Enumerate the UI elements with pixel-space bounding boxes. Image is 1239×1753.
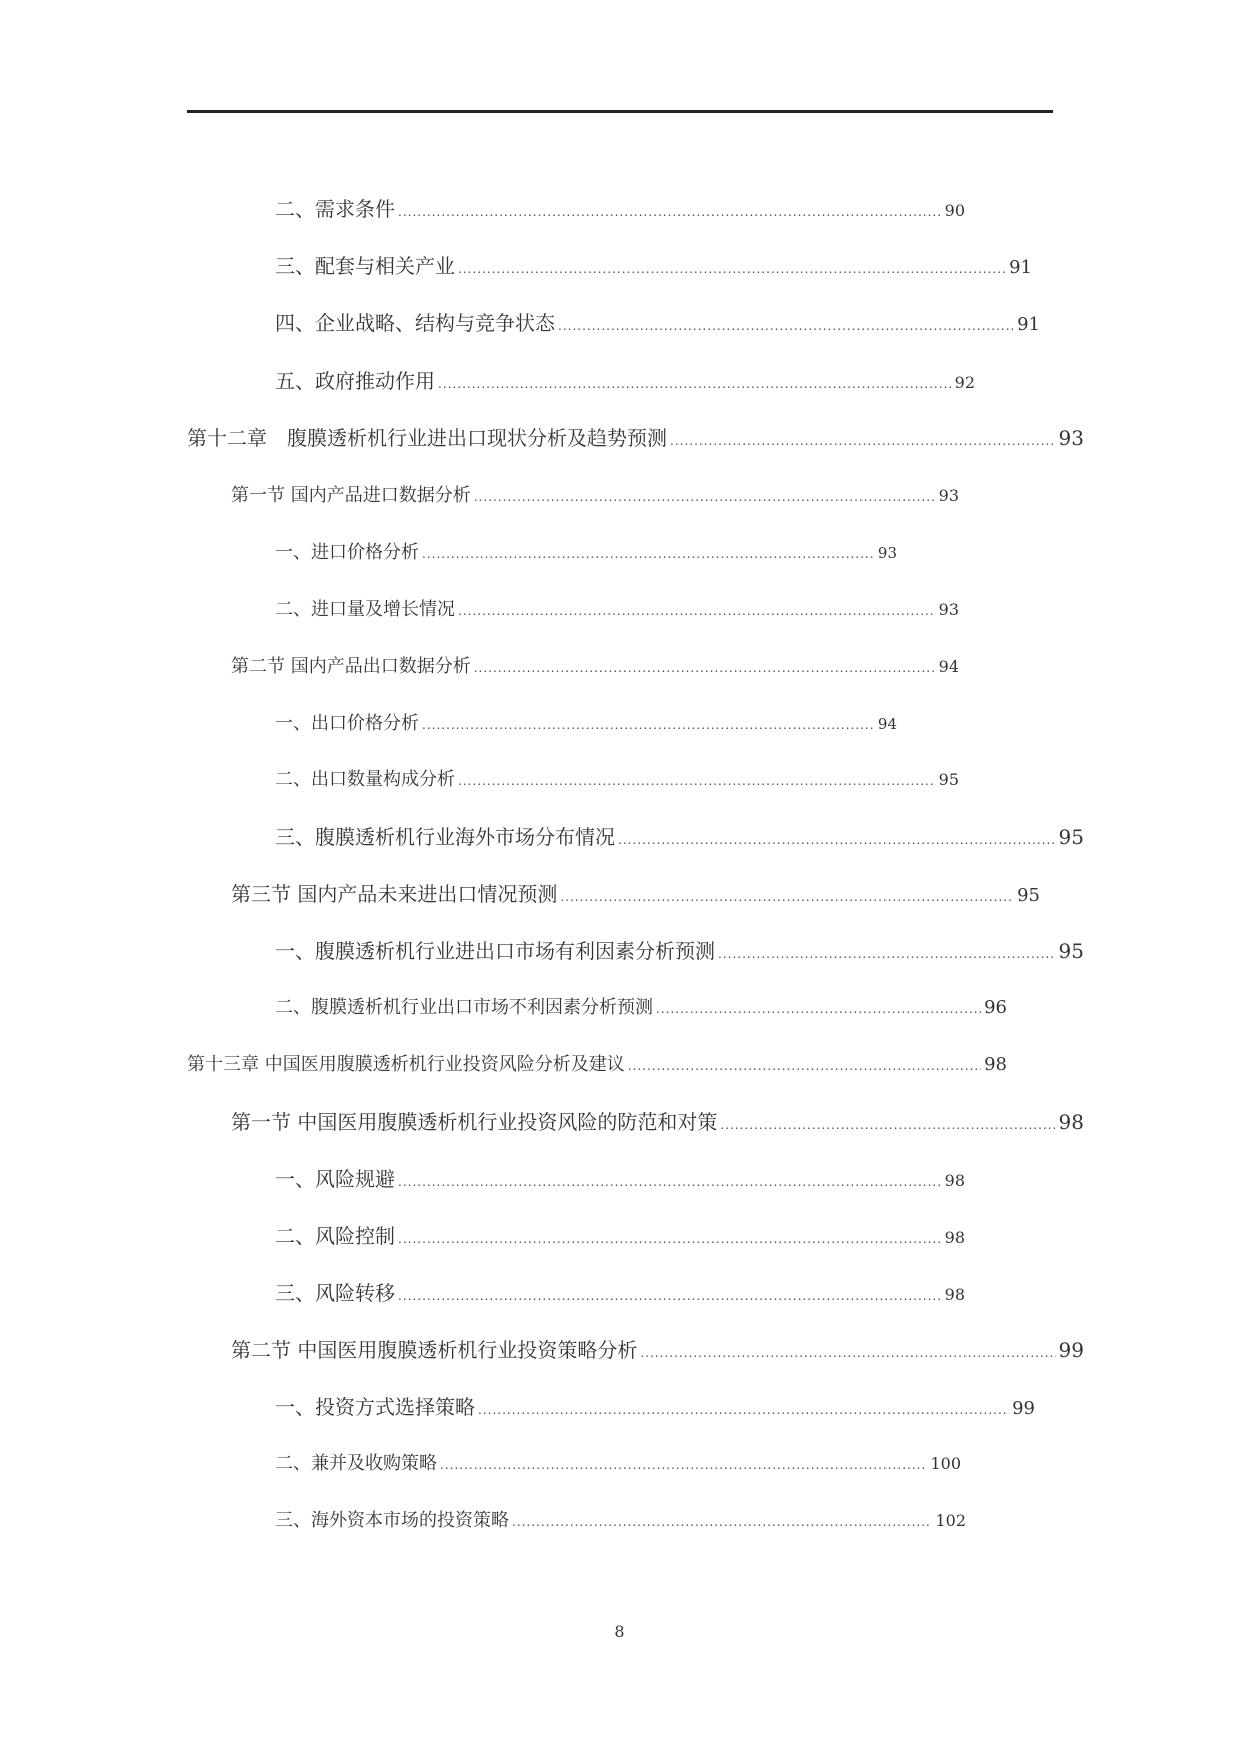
toc-entry-title: 二、风险控制 <box>275 1224 395 1248</box>
dot-leader <box>422 539 875 569</box>
dot-leader <box>398 197 942 227</box>
toc-entry-title: 二、需求条件 <box>275 197 395 221</box>
toc-entry-title: 五、政府推动作用 <box>275 369 435 393</box>
toc-entry-title: 第十二章 腹膜透析机行业进出口现状分析及趋势预测 <box>187 426 667 450</box>
toc-entry-title: 第二节 国内产品出口数据分析 <box>231 656 471 677</box>
toc-entry-title: 二、出口数量构成分析 <box>275 769 455 790</box>
toc-entry-title: 三、腹膜透析机行业海外市场分布情况 <box>275 825 615 849</box>
toc-entry[interactable] <box>275 765 959 795</box>
toc-entry-title: 二、进口量及增长情况 <box>275 599 455 620</box>
dot-leader <box>670 426 1056 456</box>
toc-entry-page: 94 <box>877 715 897 733</box>
toc-entry[interactable] <box>231 1335 1084 1365</box>
toc-entry-page: 91 <box>1009 257 1032 278</box>
toc-entry-title: 二、兼并及收购策略 <box>275 1453 437 1474</box>
toc-entry-title: 二、腹膜透析机行业出口市场不利因素分析预测 <box>275 997 653 1018</box>
toc-entry-title: 一、投资方式选择策略 <box>275 1395 475 1419</box>
dot-leader <box>512 1507 932 1537</box>
toc-entry-page: 95 <box>1058 825 1084 849</box>
dot-leader <box>398 1167 942 1197</box>
toc-entry-page: 91 <box>1017 314 1040 335</box>
toc-entry-page: 98 <box>944 1171 965 1190</box>
dot-leader <box>478 1395 1009 1425</box>
toc-entry-title: 第一节 国内产品进口数据分析 <box>231 485 471 506</box>
toc-entry[interactable] <box>231 879 1040 909</box>
dot-leader <box>558 311 1014 341</box>
toc-entry[interactable] <box>275 1449 961 1479</box>
toc-entry[interactable] <box>275 194 965 224</box>
toc-entry-page: 93 <box>1058 426 1084 450</box>
toc-entry-page: 98 <box>944 1228 965 1247</box>
toc-entry[interactable] <box>275 936 1084 966</box>
dot-leader <box>474 482 936 512</box>
toc-entry[interactable] <box>231 481 959 511</box>
toc-entry[interactable] <box>275 1221 965 1251</box>
toc-entry-title: 四、企业战略、结构与竞争状态 <box>275 311 555 335</box>
page-number: 8 <box>614 1622 625 1641</box>
toc-entry[interactable] <box>275 251 1032 281</box>
toc-entry-page: 99 <box>1012 1398 1035 1419</box>
toc-entry[interactable] <box>231 1107 1084 1137</box>
toc-entry-page: 92 <box>954 373 975 392</box>
toc-entry-title: 一、腹膜透析机行业进出口市场有利因素分析预测 <box>275 939 715 963</box>
toc-entry-page: 98 <box>1058 1110 1084 1134</box>
dot-leader <box>458 254 1006 284</box>
toc-entry-title: 三、海外资本市场的投资策略 <box>275 1510 509 1531</box>
dot-leader <box>422 710 875 740</box>
dot-leader <box>640 1338 1055 1368</box>
toc-entry[interactable] <box>275 1278 965 1308</box>
toc-entry-title: 第二节 中国医用腹膜透析机行业投资策略分析 <box>231 1338 638 1362</box>
toc-entry-title: 第一节 中国医用腹膜透析机行业投资风险的防范和对策 <box>231 1110 718 1134</box>
toc-entry-page: 96 <box>984 997 1007 1018</box>
toc-entry-page: 99 <box>1058 1338 1084 1362</box>
toc-entry-title: 三、风险转移 <box>275 1281 395 1305</box>
dot-leader <box>618 825 1056 855</box>
dot-leader <box>440 1450 927 1480</box>
toc-entry[interactable] <box>275 822 1084 852</box>
toc-entry-page: 93 <box>938 600 959 619</box>
toc-entry[interactable] <box>275 1164 965 1194</box>
toc-entry[interactable] <box>275 308 1040 338</box>
toc-entry-title: 一、出口价格分析 <box>275 713 419 734</box>
toc-entry-title: 一、进口价格分析 <box>275 542 419 563</box>
toc-entry-page: 100 <box>930 1454 961 1473</box>
toc-entry[interactable] <box>187 423 1084 453</box>
toc-entry-page: 94 <box>938 657 959 676</box>
toc-entry-page: 95 <box>1058 939 1084 963</box>
toc-entry[interactable] <box>231 652 959 682</box>
toc-entry-page: 93 <box>938 486 959 505</box>
dot-leader <box>398 1281 942 1311</box>
toc-entry-page: 98 <box>984 1054 1007 1075</box>
toc-entry[interactable] <box>275 366 975 396</box>
toc-entry[interactable] <box>275 1392 1035 1422</box>
toc-entry[interactable] <box>275 538 897 568</box>
toc-entry-page: 102 <box>935 1511 966 1530</box>
toc-entry[interactable] <box>187 1050 1007 1080</box>
toc-entry[interactable] <box>275 709 897 739</box>
dot-leader <box>474 653 936 683</box>
toc-entry-title: 第十三章 中国医用腹膜透析机行业投资风险分析及建议 <box>187 1054 625 1075</box>
toc-entry[interactable] <box>275 1506 966 1536</box>
dot-leader <box>458 766 936 796</box>
toc-entry[interactable] <box>275 993 1007 1023</box>
dot-leader <box>720 1110 1055 1140</box>
toc-entry-page: 93 <box>877 544 897 562</box>
dot-leader <box>628 1051 981 1081</box>
toc-entry-page: 90 <box>944 201 965 220</box>
dot-leader <box>560 882 1014 912</box>
toc-entry-title: 三、配套与相关产业 <box>275 254 455 278</box>
toc-entry-title: 一、风险规避 <box>275 1167 395 1191</box>
dot-leader <box>656 994 981 1024</box>
dot-leader <box>438 369 952 399</box>
dot-leader <box>718 939 1056 969</box>
toc-entry-page: 98 <box>944 1285 965 1304</box>
toc-entry-title: 第三节 国内产品未来进出口情况预测 <box>231 882 558 906</box>
dot-leader <box>398 1224 942 1254</box>
toc-entry[interactable] <box>275 595 959 625</box>
toc-entry-page: 95 <box>1017 885 1040 906</box>
toc-entry-page: 95 <box>938 770 959 789</box>
dot-leader <box>458 596 936 626</box>
